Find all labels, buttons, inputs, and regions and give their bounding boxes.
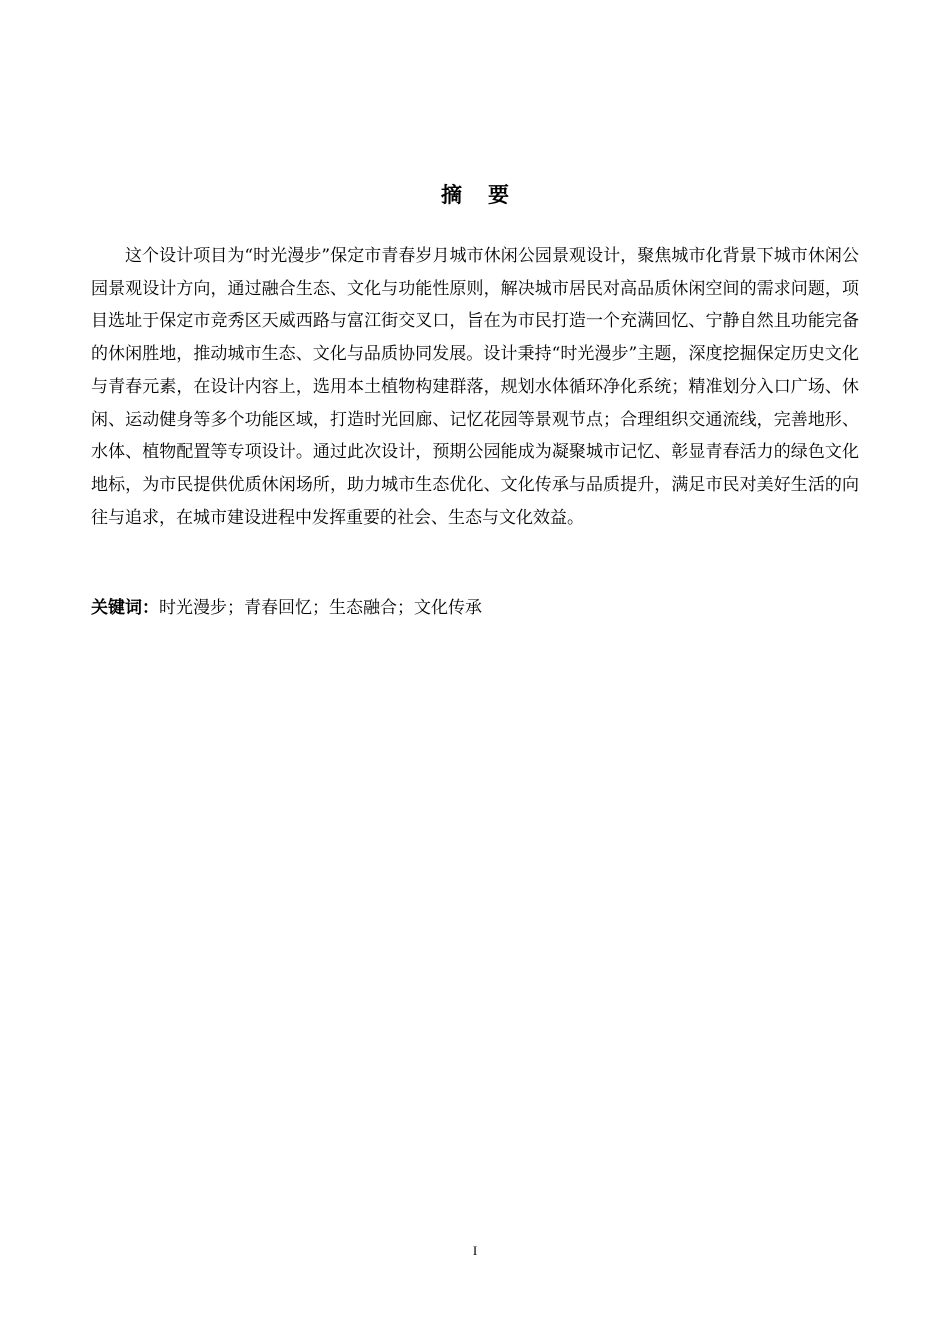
abstract-title-part1: 摘 <box>441 183 462 207</box>
keywords-line <box>91 592 859 624</box>
abstract-body: 这个设计项目为“时光漫步”保定市青春岁月城市休闲公园景观设计，聚焦城市化背景下城市休闲公园景观设计方向，通过融合生态、文化与功能性原则，解决城市居民对高品质休闲空间的需求问题，项目选址于保定市竞秀区天威西路与富江街交叉口，旨在为市民打造一个充满回忆、宁静自然且功能完备的休闲胜地，推动城市生态、文化与品质协同发展。设计秉持“时光漫步”主题，深度挖掘保定历史文化与青春元素，在设计内容上，选用本土植物构建群落，规划水体循环净化系统；精准划分入口广场、休闲、运动健身等多个功能区域，打造时光回廊、记忆花园等景观节点；合理组织交通流线，完善地形、水体、植物配置等专项设计。通过此次设计，预期公园能成为凝聚城市记忆、彰显青春活力的绿色文化地标，为市民提供优质休闲场所，助力城市生态优化、文化传承与品质提升，满足市民对美好生活的向往与追求，在城市建设进程中发挥重要的社会、生态与文化效益。 <box>91 246 859 528</box>
abstract-title <box>0 179 950 211</box>
keywords-text: 时光漫步；青春回忆；生态融合；文化传承 <box>159 598 482 618</box>
keywords-label: 关键词： <box>91 598 159 618</box>
abstract-title-part2: 要 <box>488 183 509 207</box>
page-number: I <box>472 1243 478 1258</box>
